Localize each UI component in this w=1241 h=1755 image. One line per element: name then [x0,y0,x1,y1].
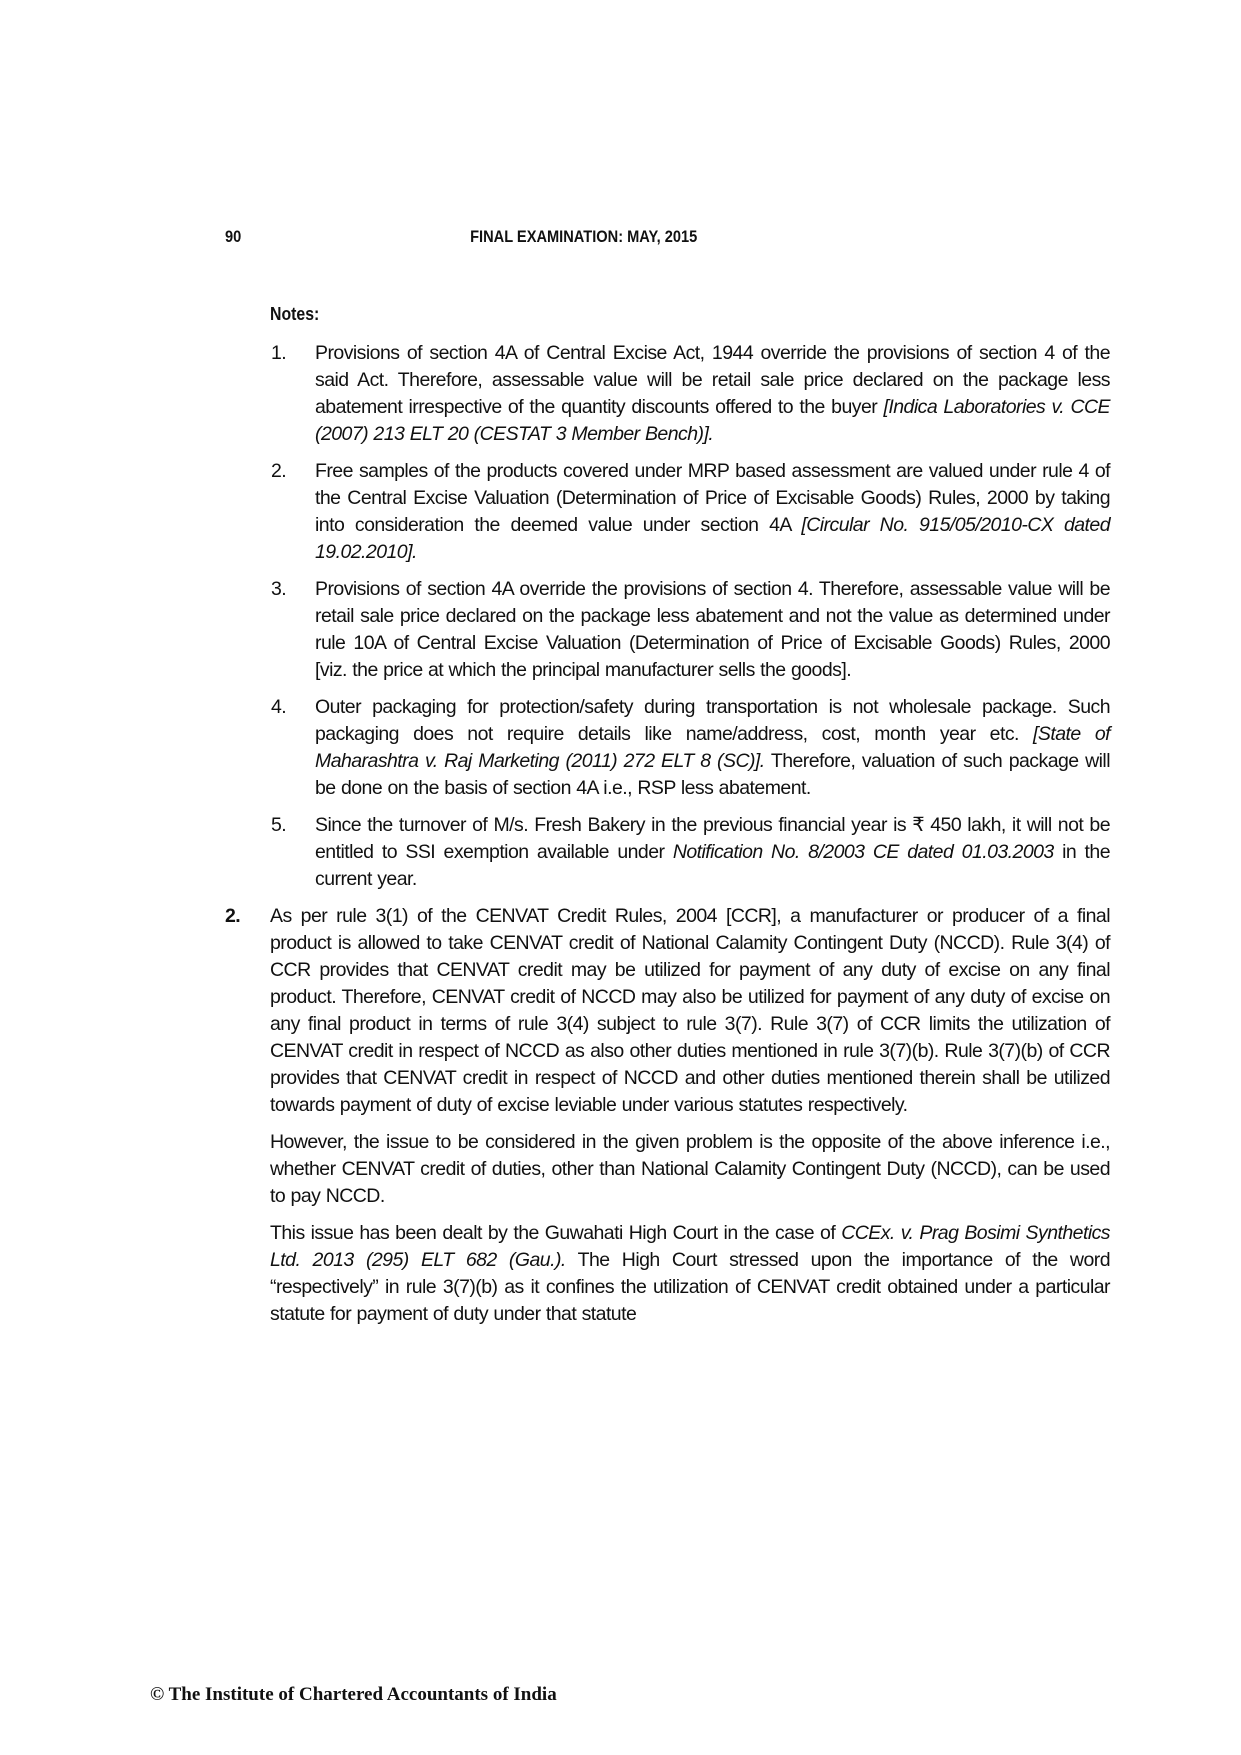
note-text: Provisions of section 4A override the provisions of section 4. Therefore, assessable value will be retail sale price declared on the package less abatement and not the value as determined under rule 10A of Central Excise Valuation (Determination of Price of Excisable Goods) Rules, 2000 [viz. the price at which the principal manufacturer sells the goods]. [315,578,1110,681]
note-number: 1. [271,342,287,364]
note-text: Free samples of the products covered under MRP based assessment are valued under rule 4 of the Central Excise Valuation (Determination of Price of Excisable Goods) Rules, 2000 by taking into consideration the deemed value under section 4A [315,460,1110,536]
note-number: 3. [271,578,287,600]
note-citation: [Circular No. 915/05/2010-CX dated 19.02.2010]. [315,514,1110,563]
question-number: 2. [225,905,241,927]
copyright-footer: © The Institute of Chartered Accountants of India [150,1684,557,1705]
note-citation: [State of Maharashtra v. Raj Marketing (2011) 272 ELT 8 (SC)]. [315,723,1110,772]
paragraph-tail: The High Court stressed upon the importance of the word “respectively” in rule 3(7)(b) as it confines the utilization of CENVAT credit obtained under a particular statute for payment of duty under that statute [270,1249,1110,1325]
answer-paragraph-3 [225,1220,1110,1328]
note-item-2 [225,458,1110,566]
note-item-5 [225,812,1110,893]
note-text: Since the turnover of M/s. Fresh Bakery in the previous financial year is ₹ 450 lakh, it will not be entitled to SSI exemption available under [315,814,1110,863]
note-item-4 [225,694,1110,802]
note-number: 4. [271,696,287,718]
note-text: Outer packaging for protection/safety during transportation is not wholesale package. Such packaging does not require details like name/address, cost, month year etc. [315,696,1110,745]
exam-title: FINAL EXAMINATION: MAY, 2015 [470,227,698,246]
case-citation: CCEx. v. Prag Bosimi Synthetics Ltd. 2013 (295) ELT 682 (Gau.). [270,1222,1110,1271]
note-citation: Notification No. 8/2003 CE dated 01.03.2003 [672,841,1054,863]
paragraph-text: This issue has been dealt by the Guwahati High Court in the case of [270,1222,842,1244]
note-tail: Therefore, valuation of such package will be done on the basis of section 4A i.e., RSP less abatement. [315,750,1110,799]
page-content [225,340,1110,1328]
page-number: 90 [225,227,242,246]
note-number: 5. [271,814,287,836]
answer-paragraph-2: However, the issue to be considered in the given problem is the opposite of the above inference i.e., whether CENVAT credit of duties, other than National Calamity Contingent Duty (NCCD), can be used to pay NCCD. [270,1131,1110,1207]
note-citation: [Indica Laboratories v. CCE (2007) 213 ELT 20 (CESTAT 3 Member Bench)]. [315,396,1110,445]
note-item-1 [225,340,1110,448]
note-tail: in the current year. [315,841,1110,890]
answer-paragraph-1: As per rule 3(1) of the CENVAT Credit Rules, 2004 [CCR], a manufacturer or producer of a final product is allowed to take CENVAT credit of National Calamity Contingent Duty (NCCD). Rule 3(4) of CCR provides that CENVAT credit may be utilized for payment of any duty of excise on any final product. Therefore, CENVAT credit of NCCD may also be utilized for payment of any duty of excise on any final product in terms of rule 3(4) subject to rule 3(7). Rule 3(7) of CCR limits the utilization of CENVAT credit in respect of NCCD as also other duties mentioned in rule 3(7)(b). Rule 3(7)(b) of CCR provides that CENVAT credit in respect of NCCD and other duties mentioned therein shall be utilized towards payment of duty of excise leviable under various statutes respectively. [270,905,1110,1116]
note-number: 2. [271,460,287,482]
page-header [225,227,939,251]
note-item-3 [225,576,1110,684]
notes-heading: Notes: [270,304,320,324]
note-text: Provisions of section 4A of Central Excise Act, 1944 override the provisions of section 4 of the said Act. Therefore, assessable value will be retail sale price declared on the package less abatement irrespective of the quantity discounts offered to the buyer [315,342,1110,418]
question-2-answer [225,903,1110,1119]
